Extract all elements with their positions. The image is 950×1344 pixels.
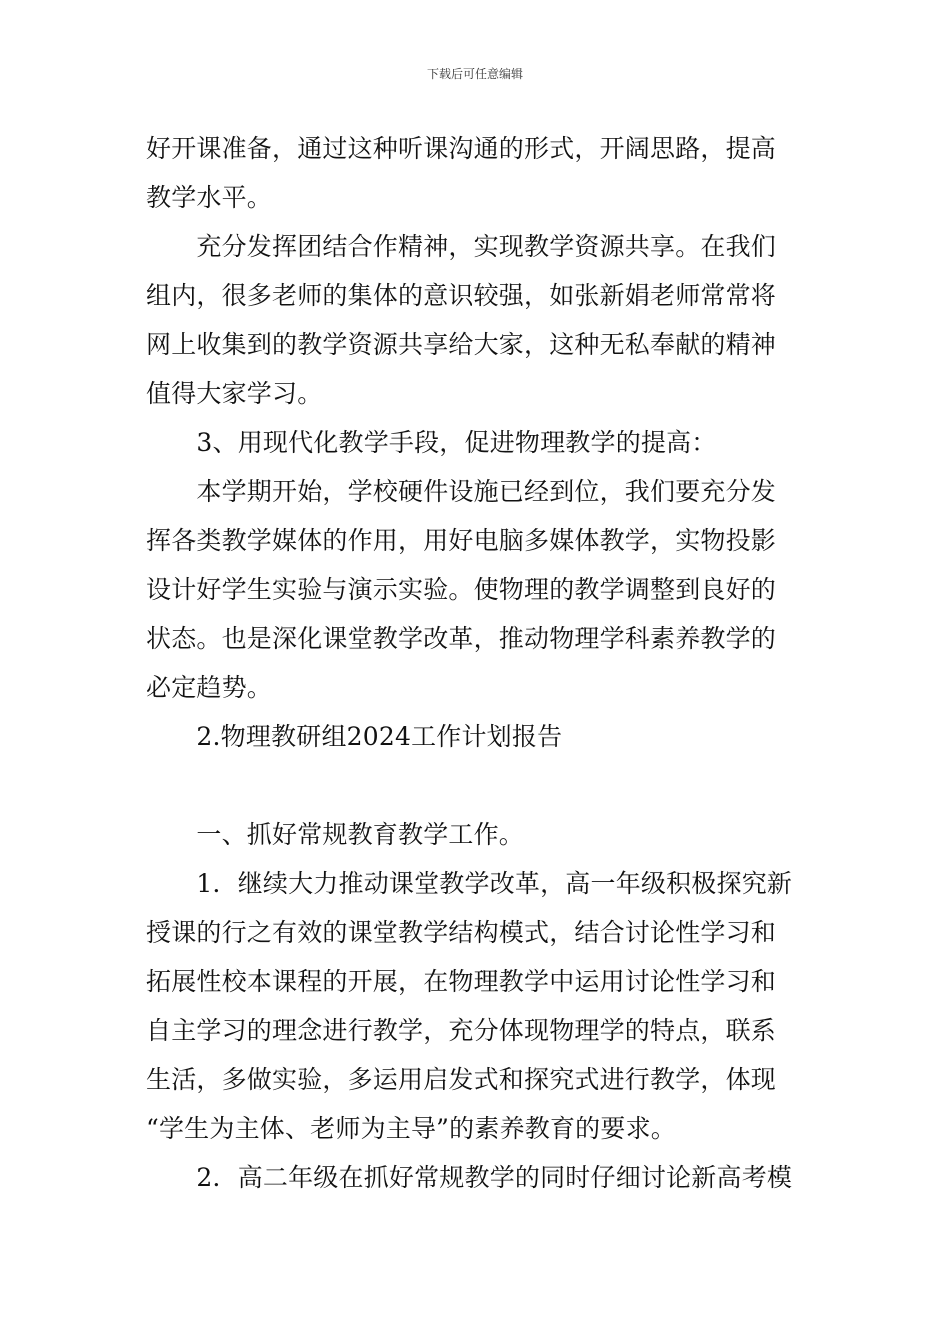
text-line: 3、用现代化教学手段，促进物理教学的提高： — [146, 428, 717, 457]
text-line: 自主学习的理念进行教学，充分体现物理学的特点，联系 — [146, 1016, 777, 1045]
text-line: “学生为主体、老师为主导”的素养教育的要求。 — [146, 1114, 676, 1143]
text-line: 教学水平。 — [146, 183, 273, 212]
text-line: 组内，很多老师的集体的意识较强，如张新娟老师常常将 — [146, 281, 777, 310]
text-line: 挥各类教学媒体的作用，用好电脑多媒体教学，实物投影 — [146, 526, 777, 555]
blank-line — [146, 761, 810, 810]
text-line: 好开课准备，通过这种听课沟通的形式，开阔思路，提高 — [146, 134, 777, 163]
text-line: 1．继续大力推动课堂教学改革，高一年级积极探究新 — [146, 869, 793, 898]
text-line: 生活，多做实验，多运用启发式和探究式进行教学，体现 — [146, 1065, 777, 1094]
page-header: 下载后可任意编辑 — [426, 67, 523, 81]
section-heading: 2.物理教研组2024工作计划报告 — [146, 722, 563, 751]
text-line: 充分发挥团结合作精神，实现教学资源共享。在我们 — [146, 232, 777, 261]
text-line: 授课的行之有效的课堂教学结构模式，结合讨论性学习和 — [146, 918, 777, 947]
text-line: 一、抓好常规教育教学工作。 — [146, 820, 525, 849]
text-line: 本学期开始，学校硬件设施已经到位，我们要充分发 — [146, 477, 777, 506]
text-line: 状态。也是深化课堂教学改革，推动物理学科素养教学的 — [146, 624, 777, 653]
text-line: 值得大家学习。 — [146, 379, 323, 408]
text-line: 2．高二年级在抓好常规教学的同时仔细讨论新高考模 — [146, 1163, 793, 1192]
text-line: 设计好学生实验与演示实验。使物理的教学调整到良好的 — [146, 575, 777, 604]
document-body — [146, 124, 810, 1202]
text-line: 网上收集到的教学资源共享给大家，这种无私奉献的精神 — [146, 330, 777, 359]
text-line: 必定趋势。 — [146, 673, 273, 702]
text-line: 拓展性校本课程的开展，在物理教学中运用讨论性学习和 — [146, 967, 777, 996]
